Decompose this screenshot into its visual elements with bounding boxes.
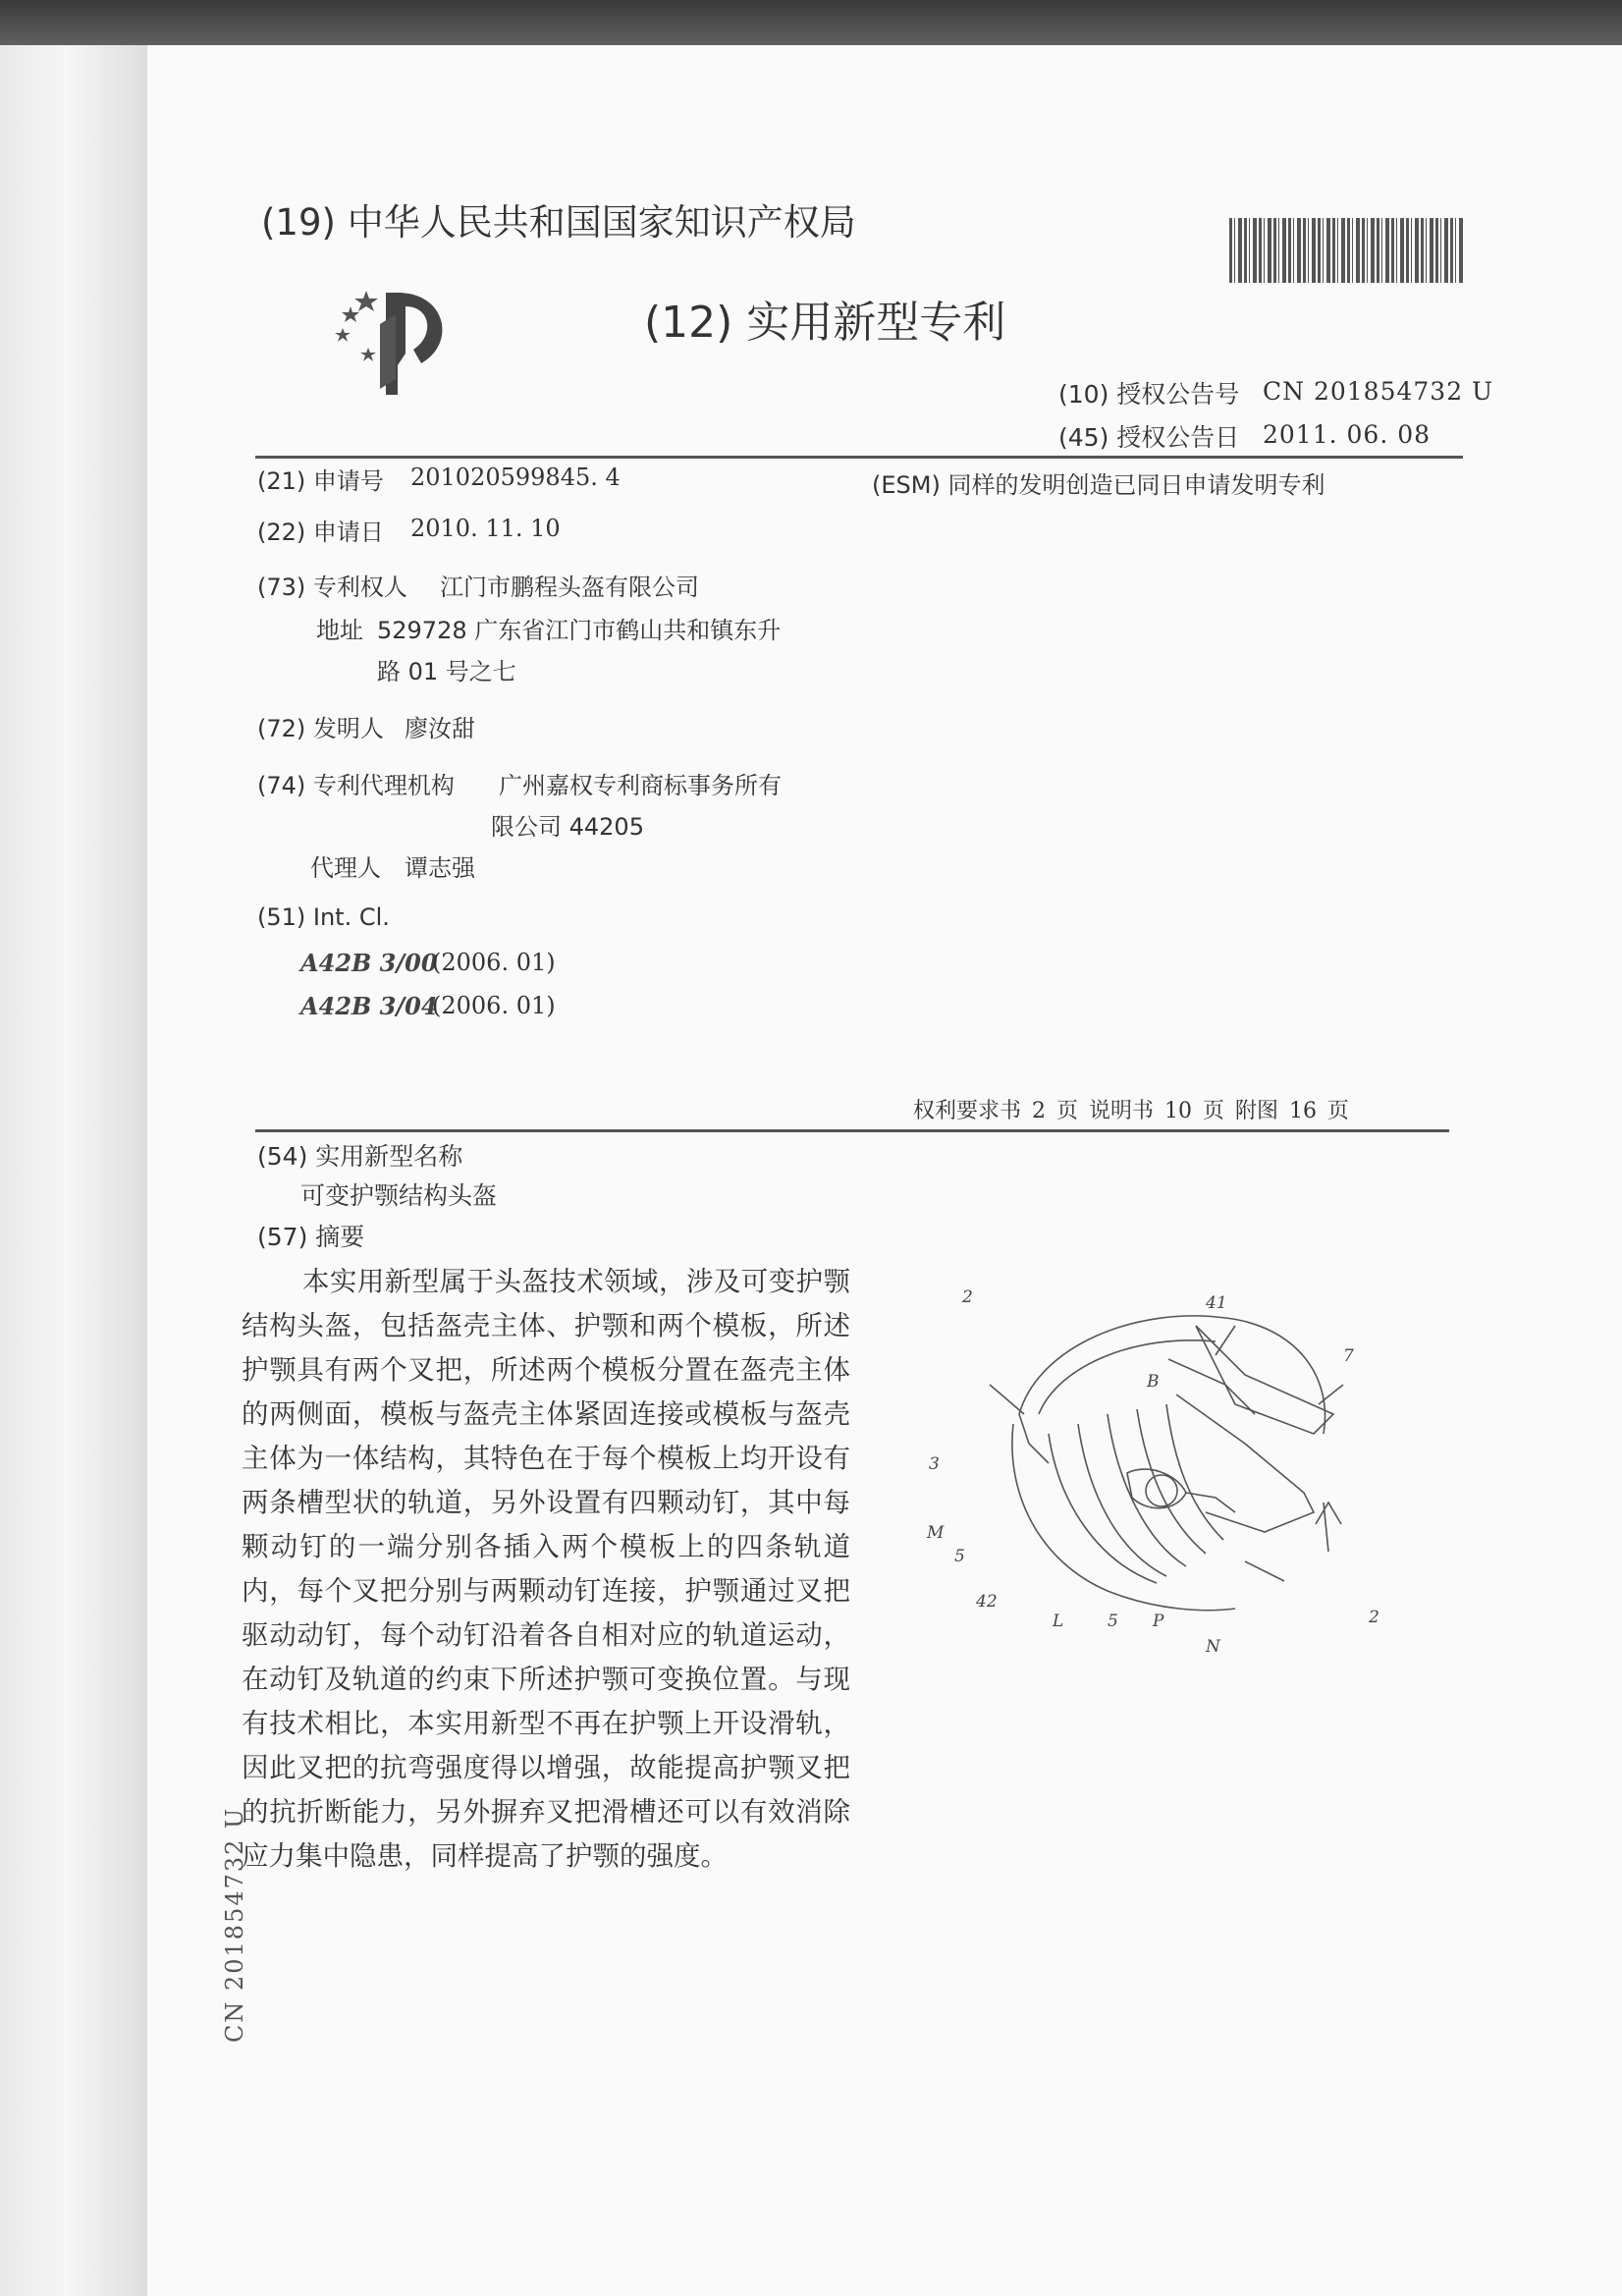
agency-line-2: 限公司 44205 [491, 813, 644, 841]
publication-date-label: (45) 授权公告日 [1058, 423, 1240, 452]
address-line-2: 路 01 号之七 [377, 658, 516, 685]
abstract-paragraph: 本实用新型属于头盔技术领域，涉及可变护颚结构头盔，包括盔壳主体、护颚和两个模板，所述护颚具有两个叉把，所述两个模板分置在盔壳主体的两侧面，模板与盔壳主体紧固连接或模板与盔壳主体为一体结构，其特色在于每个模板上均开设有两条槽型状的轨道，另外设置有四颗动钉，其中每颗动钉的一端分别各插入两个模板上的四条轨道内，每个叉把分别与两颗动钉连接，护颚通过叉把驱动动钉，每个动钉沿着各自相对应的轨道运动，在动钉及轨道的约束下所述护颚可变换位置。与现有技术相比，本实用新型不再在护颚上开设滑轨，因此叉把的抗弯强度得以增强，故能提高护颚叉把的抗折断能力，另外摒弃叉把滑槽还可以有效消除应力集中隐患，同样提高了护颚的强度。 [242, 1266, 850, 1872]
page-counts: 权利要求书 2 页 说明书 10 页 附图 16 页 [913, 1099, 1349, 1123]
int-cl-label: (51) Int. Cl. [257, 903, 390, 931]
int-cl-2-code: A42B 3/04 [300, 992, 438, 1020]
agency-line-1: 广州嘉权专利商标事务所有 [499, 772, 782, 799]
drawing-label-2a: 2 [962, 1287, 973, 1307]
publication-number-label: (10) 授权公告号 [1058, 380, 1240, 409]
drawing-label-7: 7 [1343, 1346, 1354, 1366]
cnipa-logo-graphic [329, 285, 476, 398]
application-number-label: (21) 申请号 [257, 467, 384, 495]
inventor: 廖汝甜 [405, 715, 475, 742]
header-rule [255, 456, 1463, 459]
abstract-label: (57) 摘要 [257, 1223, 365, 1251]
office-name: (19) 中华人民共和国国家知识产权局 [261, 201, 856, 244]
helmet-drawing [911, 1267, 1422, 1660]
drawing-label-b: B [1147, 1372, 1160, 1392]
cnipa-logo [329, 285, 476, 398]
inventor-label: (72) 发明人 [257, 715, 384, 742]
drawing-label-3: 3 [929, 1454, 940, 1474]
scan-top-edge [0, 0, 1622, 45]
drawing-label-n: N [1206, 1637, 1220, 1657]
application-date: 2010. 11. 10 [410, 515, 561, 542]
address-label: 地址 [316, 617, 363, 644]
patentee-label: (73) 专利权人 [257, 574, 407, 601]
application-date-label: (22) 申请日 [257, 519, 384, 546]
publication-number: CN 201854732 U [1263, 377, 1494, 406]
barcode [1229, 218, 1463, 283]
drawing-label-m: M [927, 1523, 945, 1543]
application-number: 201020599845. 4 [410, 464, 621, 491]
publication-date: 2011. 06. 08 [1263, 420, 1432, 449]
patent-type-title: (12) 实用新型专利 [644, 298, 1006, 348]
agent-label: 代理人 [310, 854, 381, 882]
agency-label: (74) 专利代理机构 [257, 772, 455, 799]
biblio-rule [255, 1129, 1449, 1132]
esm-note: (ESM) 同样的发明创造已同日申请发明专利 [872, 471, 1325, 499]
scan-left-margin [0, 45, 147, 2296]
address-line-1: 529728 广东省江门市鹤山共和镇东升 [377, 617, 782, 644]
drawing-label-l: L [1053, 1612, 1064, 1631]
drawing-label-41: 41 [1206, 1293, 1227, 1313]
drawing-label-2b: 2 [1369, 1608, 1379, 1627]
drawing-label-42: 42 [976, 1592, 998, 1612]
drawing-label-5b: 5 [1108, 1612, 1118, 1631]
patentee: 江门市鹏程头盔有限公司 [440, 574, 699, 601]
utility-model-title-label: (54) 实用新型名称 [257, 1142, 463, 1171]
int-cl-1-code: A42B 3/00 [300, 949, 438, 977]
utility-model-title: 可变护颚结构头盔 [300, 1181, 498, 1210]
drawing-label-5a: 5 [954, 1547, 965, 1566]
abstract-text [242, 1260, 850, 1879]
int-cl-1-date: (2006. 01) [432, 949, 556, 976]
agent: 谭志强 [405, 854, 475, 882]
helmet-figure [911, 1267, 1422, 1660]
margin-publication-number: CN 201854732 U [221, 1806, 248, 2043]
drawing-label-p: P [1153, 1612, 1164, 1631]
int-cl-2-date: (2006. 01) [432, 992, 556, 1019]
